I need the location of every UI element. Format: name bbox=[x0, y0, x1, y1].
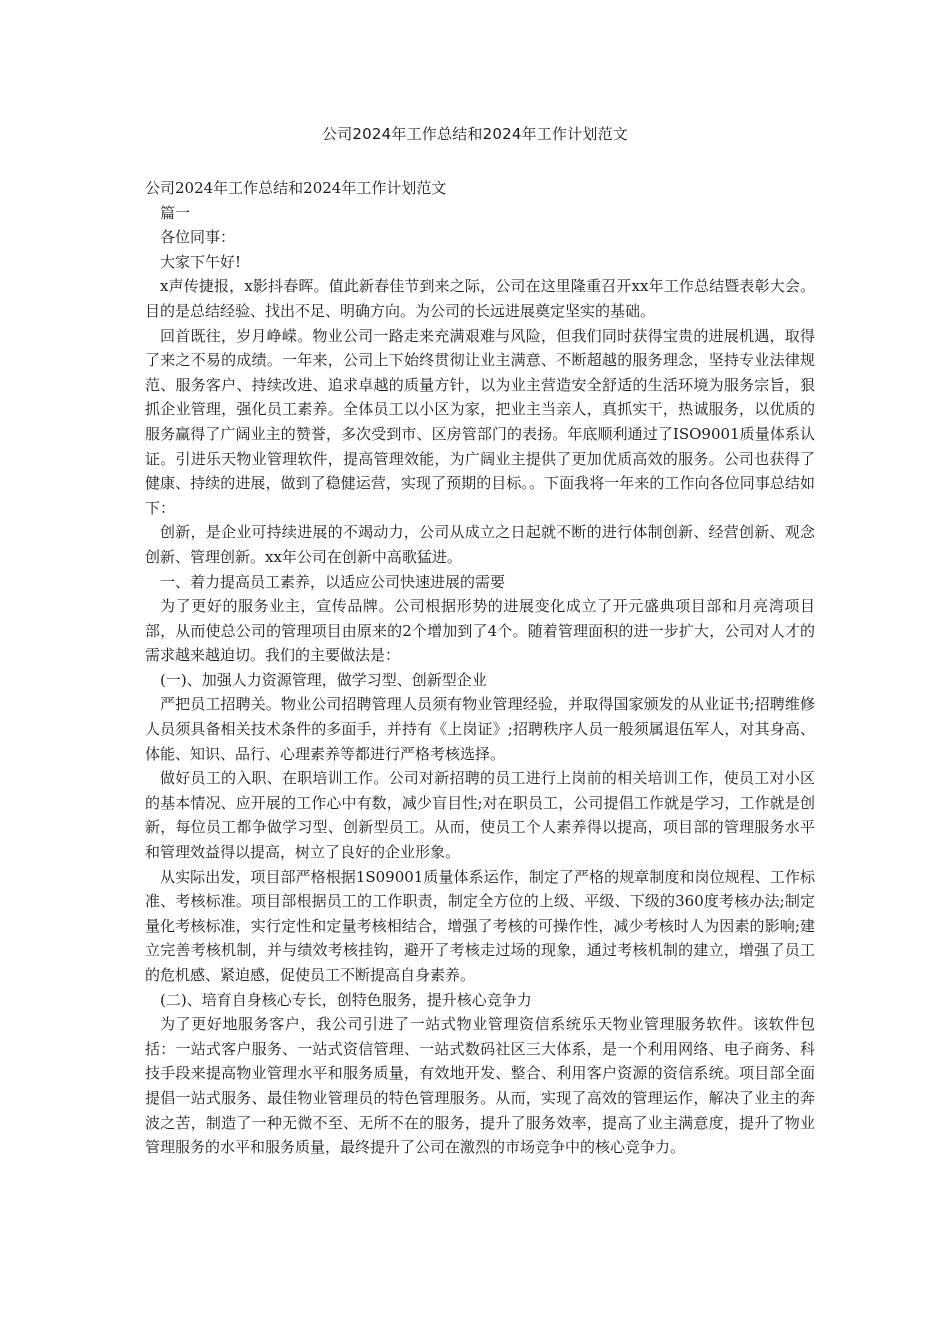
paragraph: 创新，是企业可持续进展的不竭动力，公司从成立之日起就不断的进行体制创新、经营创新、观念创新、管理创新。xx年公司在创新中高歌猛进。 bbox=[145, 523, 815, 566]
paragraph: 做好员工的入职、在职培训工作。公司对新招聘的员工进行上岗前的相关培训工作，使员工对小区的基本情况、应开展的工作心中有数，减少盲目性;对在职员工，公司提倡工作就是学习，工作就是创新，每位员工都争做学习型、创新型员工。从而，使员工个人素养得以提高，项目部的管理服务水平和管理效益得以提高，树立了良好的企业形象。 bbox=[145, 769, 815, 862]
document-subtitle: 公司2024年工作总结和2024年工作计划范文 bbox=[145, 179, 447, 197]
paragraph: 大家下午好! bbox=[160, 252, 242, 271]
paragraph: 为了更好地服务客户，我公司引进了一站式物业管理资信系统乐天物业管理服务软件。该软件包括：一站式客户服务、一站式资信管理、一站式数码社区三大体系，是一个利用网络、电子商务、科技手段来提高物业管理水平和服务质量，有效地开发、整合、利用客户资源的资信系统。项目部全面提倡一站式服务、最佳物业管理员的特色管理服务。从而，实现了高效的管理运作，解决了业主的奔波之苦，制造了一种无微不至、无所不在的服务，提升了服务效率，提高了业主满意度，提升了物业管理服务的水平和服务质量，最终提升了公司在激烈的市场竞争中的核心竞争力。 bbox=[145, 1015, 815, 1157]
paragraph: 篇一 bbox=[160, 203, 191, 222]
paragraph: 严把员工招聘关。物业公司招聘管理人员须有物业管理经验，并取得国家颁发的从业证书;招聘维修人员须具备相关技术条件的多面手，并持有《上岗证》;招聘秩序人员一般须属退伍军人，对其身高、体能、知识、品行、心理素养等都进行严格考核选择。 bbox=[145, 695, 815, 763]
document-body bbox=[145, 176, 815, 1160]
paragraph: 回首既往，岁月峥嵘。物业公司一路走来充满艰难与风险，但我们同时获得宝贵的进展机遇，取得了来之不易的成绩。一年来，公司上下始终贯彻让业主满意、不断超越的服务理念，坚持专业法律规范、服务客户、持续改进、追求卓越的质量方针，以为业主营造安全舒适的生活环境为服务宗旨，狠抓企业管理，强化员工素养。全体员工以小区为家，把业主当亲人，真抓实干，热诚服务，以优质的服务赢得了广阔业主的赞誉，多次受到市、区房管部门的表扬。年底顺利通过了ISO9001质量体系认证。引进乐天物业管理软件，提高管理效能，为广阔业主提供了更加优质高效的服务。公司也获得了健康、持续的进展，做到了稳健运营，实现了预期的目标。。下面我将一年来的工作向各位同事总结如下： bbox=[145, 326, 815, 517]
document-title: 公司2024年工作总结和2024年工作计划范文 bbox=[322, 125, 628, 143]
subsection-heading: (二)、培育自身核心专长，创特色服务，提升核心竞争力 bbox=[160, 990, 532, 1009]
paragraph: x声传捷报，x影抖春晖。值此新春佳节到来之际，公司在这里隆重召开xx年工作总结暨表彰大会。目的是总结经验、找出不足、明确方向。为公司的长远进展奠定坚实的基础。 bbox=[145, 277, 815, 320]
paragraph: 各位同事： bbox=[160, 228, 236, 247]
paragraph: 从实际出发，项目部严格根据1S09001质量体系运作，制定了严格的规章制度和岗位规程、工作标准、考核标准。项目部根据员工的工作职责，制定全方位的上级、平级、下级的360度考核办法;制定量化考核标准，实行定性和定量考核相结合，增强了考核的可操作性，减少考核时人为因素的影响;建立完善考核机制，并与绩效考核挂钩，避开了考核走过场的现象，通过考核机制的建立，增强了员工的危机感、紧迫感，促使员工不断提高自身素养。 bbox=[145, 867, 815, 984]
section-heading: 一、着力提高员工素养，以适应公司快速进展的需要 bbox=[160, 572, 506, 591]
subsection-heading: (一)、加强人力资源管理，做学习型、创新型企业 bbox=[160, 670, 487, 689]
paragraph: 为了更好的服务业主，宣传品牌。公司根据形势的进展变化成立了开元盛典项目部和月亮湾项目部，从而使总公司的管理项目由原来的2个增加到了4个。随着管理面积的进一步扩大，公司对人才的需求越来越迫切。我们的主要做法是： bbox=[145, 597, 815, 665]
